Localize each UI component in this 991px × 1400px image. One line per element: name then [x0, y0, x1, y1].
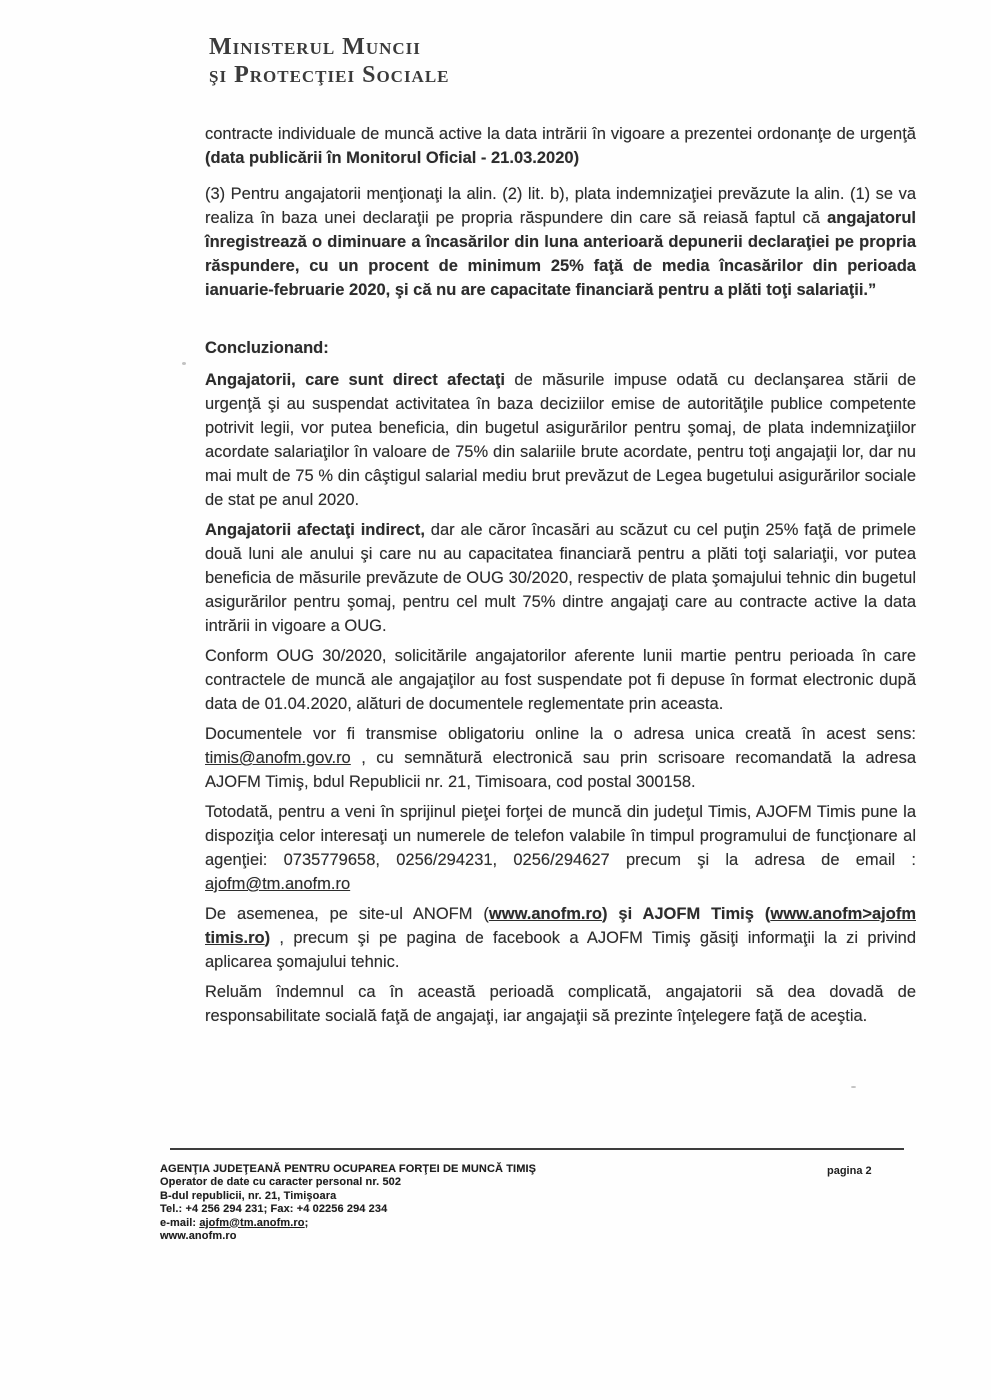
- text-run: Reluăm îndemnul ca în această perioadă complicată, angajatorii să dea dovadă de responsabilitate socială faţă de angajaţi, iar angajaţii să prezinte înţelegere faţă de aceştia.: [205, 983, 916, 1025]
- section-heading-concluzionand: Concluzionand:: [205, 339, 329, 357]
- text-run-bold: Angajatorii afectaţi indirect,: [205, 521, 425, 539]
- footer-agency-block: [160, 1163, 536, 1243]
- scan-speck: [851, 1086, 856, 1088]
- text-run: De asemenea, pe site-ul ANOFM (: [205, 905, 489, 923]
- paragraph-indemn-final: [205, 980, 916, 1028]
- footer-agency-name: AGENŢIA JUDEŢEANĂ PENTRU OCUPAREA FORŢEI DE MUNCĂ TIMIŞ: [160, 1163, 537, 1175]
- paragraph-site-uri: [205, 902, 916, 974]
- ministry-name-line1: Ministerul Muncii: [209, 34, 421, 60]
- text-run: de măsurile impuse odată cu declanşarea stării de urgenţă şi au suspendat activitatea în baza deciziilor emise de autorităţile publice competente potrivit legii, vor putea beneficia, din bugetul asigurărilor pentru şomaj, de plata indemnizaţiilor acordate salariaţilor în valoare de 75% din salariile brute acordate, pentru toţi angajaţii lor, dar nu mai mult de 75 % din câştigul salarial mediu brut prevăzut de Legea bugetului asigurărilor sociale de stat pe anul 2020.: [205, 371, 916, 509]
- paragraph-contracte-individuale: [205, 122, 916, 170]
- paragraph-documente-online: [205, 722, 916, 794]
- website-link-ajofm-timis[interactable]: www.anofm>ajofm timis.ro: [205, 905, 916, 947]
- text-run-bold: angajatorul înregistrează o diminuare a încasărilor din luna anterioară depunerii declaraţiei pe propria răspundere, cu un procent de minimum 25% faţă de media încasărilor din perioada ianuarie-februarie 2020, şi că nu are capacitate financiară pentru a plăti toţi salariaţii.”: [205, 209, 916, 299]
- paragraph-conform-oug: [205, 644, 916, 716]
- text-run: dar ale căror încasări au scăzut cu cel puţin 25% faţă de primele două luni ale anului şi care nu au capacitatea financiară pentru a plăti toţi salariaţii, vor putea beneficia de măsurile prevăzute de OUG 30/2020, respectiv de plata şomajului tehnic din bugetul asigurărilor pentru şomaj, pentru cel mult 75% dintre angajaţi care au contracte active la data intrării in vigoare a OUG.: [205, 521, 916, 635]
- website-link-anofm[interactable]: www.anofm.ro: [488, 905, 602, 923]
- text-run: contracte individuale de muncă active la data intrării în vigoare a prezentei ordonanţe de urgenţă: [205, 125, 916, 143]
- text-run-bold: ) şi AJOFM Timiş (: [601, 905, 771, 923]
- text-run-bold: (data publicării în Monitorul Oficial - 21.03.2020): [205, 149, 580, 167]
- paragraph-angajatori-directi: [205, 368, 916, 512]
- paragraph-angajatori-indirecti: [205, 518, 916, 638]
- footer-email-line: [160, 1217, 536, 1230]
- footer-email-link[interactable]: ajofm@tm.anofm.ro: [199, 1216, 305, 1229]
- page-number: pagina 2: [827, 1165, 872, 1177]
- text-run: , cu semnătură electronică sau prin scrisoare recomandată la adresa AJOFM Timiş, bdul Republicii nr. 21, Timisoara, cod postal 300158.: [205, 749, 916, 791]
- ministry-name-line2: şi Protecţiei Sociale: [209, 62, 450, 88]
- paragraph-alin-3: [205, 182, 916, 302]
- footer-email-label: e-mail:: [160, 1216, 200, 1229]
- footer-phone-line: Tel.: +4 256 294 231; Fax: +4 02256 294 234: [160, 1203, 388, 1216]
- footer-website: www.anofm.ro: [160, 1230, 237, 1243]
- text-run-bold: ): [264, 929, 271, 947]
- email-link-ajofm-tm[interactable]: ajofm@tm.anofm.ro: [205, 875, 351, 893]
- ministry-header: [209, 33, 450, 89]
- footer-email-suffix: ;: [304, 1216, 309, 1229]
- footer-address-line: B-dul republicii, nr. 21, Timişoara: [160, 1189, 337, 1202]
- footer-divider: [170, 1148, 904, 1150]
- text-run: , precum şi pe pagina de facebook a AJOFM Timiş găsiţi informaţii la zi privind aplicarea şomajului tehnic.: [205, 929, 916, 971]
- document-body: [205, 122, 916, 1034]
- text-run-bold: Angajatorii, care sunt direct afectaţi: [205, 371, 505, 389]
- paragraph-telefoane: [205, 800, 916, 896]
- footer-operator-line: Operator de date cu caracter personal nr. 502: [160, 1176, 402, 1189]
- text-run: Documentele vor fi transmise obligatoriu online la o adresa unica creată în acest sens:: [205, 725, 916, 743]
- email-link-timis-anofm[interactable]: timis@anofm.gov.ro: [205, 749, 351, 767]
- text-run: (3) Pentru angajatorii menţionaţi la alin. (2) lit. b), plata indemnizaţiei prevăzute la alin. (1) se va realiza în baza unei declaraţii pe propria răspundere din care să reiasă faptul că: [205, 185, 916, 227]
- scan-speck: [182, 362, 186, 365]
- text-run: Totodată, pentru a veni în sprijinul pieţei forţei de muncă din judeţul Timis, AJOFM Timis pune la dispoziţia celor interesaţi un numerele de telefon valabile în timpul programului de funcţionare al agenţiei: 0735779658, 0256/294231, 0256/294627 precum şi la adresa de email :: [205, 803, 916, 869]
- text-run: Conform OUG 30/2020, solicitările angajatorilor aferente lunii martie pentru perioada în care contractele de muncă ale angajaţilor au fost suspendate pot fi depuse în format electronic după data de 01.04.2020, alături de documentele reglementate prin aceasta.: [205, 647, 916, 713]
